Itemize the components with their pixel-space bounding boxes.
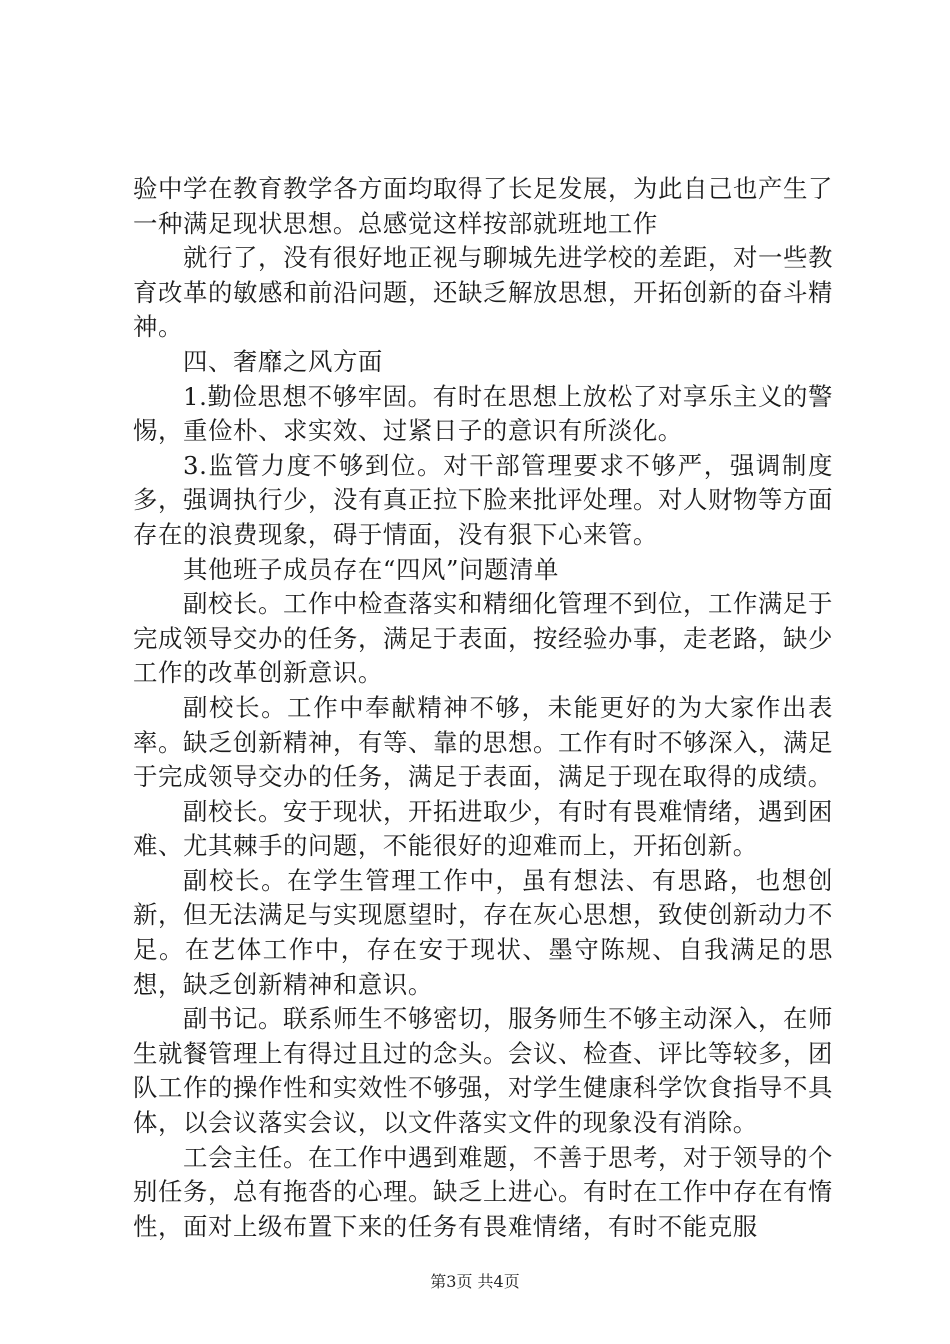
paragraph: 副书记。联系师生不够密切，服务师生不够主动深入，在师生就餐管理上有得过且过的念头。会议、检查、评比等较多，团队工作的操作性和实效性不够强，对学生健康科学饮食指导不具体，以会议落实会议，以文件落实文件的现象没有消除。 [133, 1004, 833, 1138]
paragraph: 就行了，没有很好地正视与聊城先进学校的差距，对一些教育改革的敏感和前沿问题，还缺乏解放思想，开拓创新的奋斗精神。 [133, 243, 833, 342]
page-number: 第3页 共4页 [430, 1272, 520, 1291]
document-body [133, 172, 833, 1244]
paragraph: 1.勤俭思想不够牢固。有时在思想上放松了对享乐主义的警惕，重俭朴、求实效、过紧日子的意识有所淡化。 [133, 381, 833, 446]
section-heading: 其他班子成员存在“四风”问题清单 [183, 554, 560, 584]
section-heading: 四、奢靡之风方面 [183, 346, 383, 376]
paragraph: 工会主任。在工作中遇到难题，不善于思考，对于领导的个别任务，总有拖沓的心理。缺乏上进心。有时在工作中存在有惰性，面对上级布置下来的任务有畏难情绪，有时不能克服 [133, 1142, 833, 1241]
paragraph: 副校长。工作中检查落实和精细化管理不到位，工作满足于完成领导交办的任务，满足于表面，按经验办事，走老路，缺少工作的改革创新意识。 [133, 589, 833, 688]
paragraph: 副校长。在学生管理工作中，虽有想法、有思路，也想创新，但无法满足与实现愿望时，存在灰心思想，致使创新动力不足。在艺体工作中，存在安于现状、墨守陈规、自我满足的思想，缺乏创新精神和意识。 [133, 865, 833, 999]
paragraph: 副校长。工作中奉献精神不够，未能更好的为大家作出表率。缺乏创新精神，有等、靠的思想。工作有时不够深入，满足于完成领导交办的任务，满足于表面，满足于现在取得的成绩。 [133, 692, 833, 792]
paragraph: 验中学在教育教学各方面均取得了长足发展，为此自己也产生了一种满足现状思想。总感觉这样按部就班地工作 [133, 174, 833, 238]
paragraph: 3.监管力度不够到位。对干部管理要求不够严，强调制度多，强调执行少，没有真正拉下脸来批评处理。对人财物等方面存在的浪费现象，碍于情面，没有狠下心来管。 [133, 450, 833, 549]
paragraph: 副校长。安于现状，开拓进取少，有时有畏难情绪，遇到困难、尤其棘手的问题，不能很好的迎难而上，开拓创新。 [133, 796, 833, 861]
page-footer [0, 1272, 950, 1292]
